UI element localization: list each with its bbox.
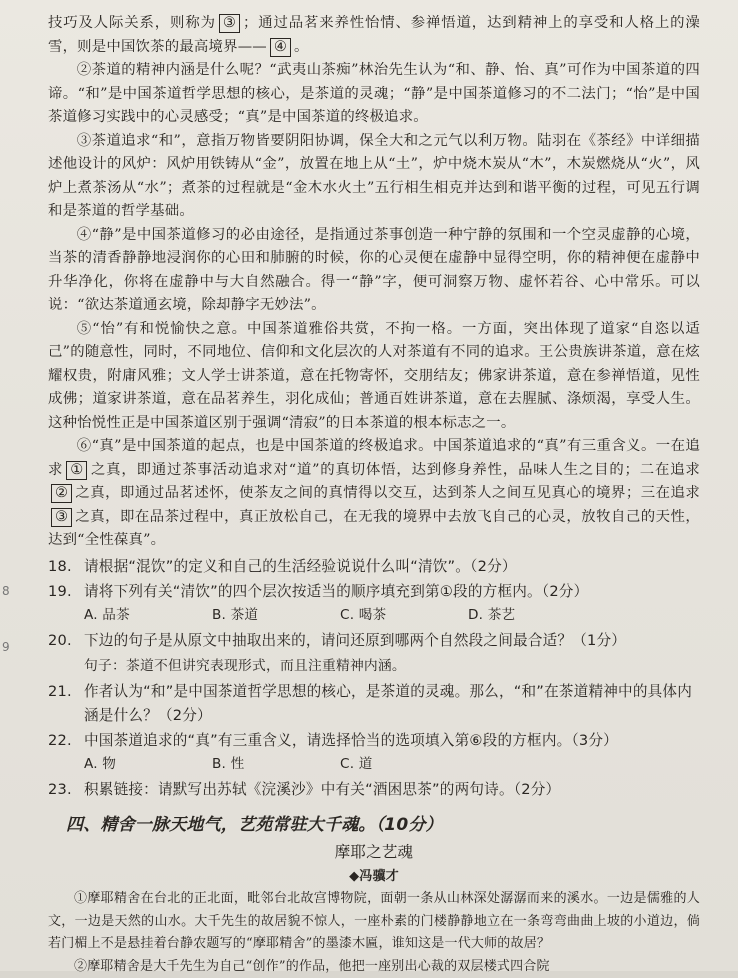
section-4-heading: 四、精舍一脉天地气，艺苑常驻大千魂。（10分） (66, 814, 700, 838)
paragraph-3: ③茶道追求“和”，意指万物皆要阴阳协调，保全大和之元气以利万物。陆羽在《茶经》中详细描述他设计的风炉：风炉用铁铸从“金”，放置在地上从“土”，炉中烧木炭从“木”，木炭燃烧从“火”，风炉上煮茶汤从“水”；煮茶的过程就是“金木水火土”五行相生相克并达到和谐平衡的过程，可见五行调和是茶道的哲学基础。 (48, 130, 700, 224)
option-c: C. 喝茶 (340, 604, 468, 628)
question-number: 18. (48, 555, 84, 579)
text: 之真，即通过茶事活动追求对“道”的真切体悟，达到修身养性，品味人生之目的；二在追求 (90, 462, 700, 478)
text: 之真，即在品茶过程中，真正放松自己，在无我的境界中去放飞自己的心灵，放牧自己的天性，达到“全性葆真”。 (48, 509, 700, 549)
paragraph-6 (48, 435, 700, 553)
question-22 (48, 729, 700, 753)
answer-box-4: ④ (270, 38, 291, 57)
paragraph-4: ④“静”是中国茶道修习的必由途径，是指通过茶事创造一种宁静的氛围和一个空灵虚静的心境，当茶的清香静静地浸润你的心田和肺腑的时候，你的心灵便在虚静中显得空明，你的精神便在虚静中升华净化，你将在虚静中与大自然融合。得一“静”字，便可洞察万物、虚怀若谷、心中常乐。可以说：“欲达茶道通玄境，除却静字无妙法”。 (48, 224, 700, 318)
text: ；通过品茗来养性怡情、参禅悟道，达到精神上的享受和人格上的澡雪，则是中国饮茶的最高境界 (48, 15, 700, 55)
paragraph-1-end: 技巧及人际关系，则称为 ③ ；通过品茗来养性怡情、参禅悟道，达到精神上的享受和人格上的澡雪，则是中国饮茶的最高境界—— ④ 。 (48, 12, 700, 59)
margin-mark: 8 (2, 584, 10, 598)
text: 技巧及人际关系，则称为 (48, 15, 216, 31)
option-b: B. 茶道 (212, 604, 340, 628)
article-author: ◆冯骥才 (48, 865, 700, 889)
question-number: 23. (48, 778, 84, 802)
text: 之真，即通过品茗述怀，使茶友之间的真情得以交互，达到茶人之间互见真心的境界；三在追求 (75, 485, 700, 501)
answer-box-3b: ③ (51, 508, 72, 527)
question-number: 21. (48, 680, 84, 727)
option-b: B. 性 (212, 753, 340, 777)
question-number: 20. (48, 629, 84, 653)
question-18 (48, 555, 700, 579)
question-20 (48, 629, 700, 653)
question-text: 中国茶道追求的“真”有三重含义，请选择恰当的选项填入第⑥段的方框内。（3分） (84, 729, 700, 753)
q20-sentence: 句子：茶道不但讲究表现形式，而且注重精神内涵。 (48, 655, 700, 679)
question-number: 22. (48, 729, 84, 753)
article-paragraph-2: ②摩耶精舍是大千先生为自己“创作”的作品，他把一座别出心裁的双层楼式四合院 (48, 956, 700, 978)
text: ⑥“真”是中国茶道的起点，也是中国茶道的终极追求。中国茶道追求的“真”有三重含义。一在追求 (48, 438, 700, 478)
question-text: 请将下列有关“清饮”的四个层次按适当的顺序填充到第①段的方框内。（2分） (84, 580, 700, 604)
question-23 (48, 778, 700, 802)
answer-box-1: ① (66, 461, 87, 480)
answer-box-3: ③ (219, 14, 240, 33)
question-19 (48, 580, 700, 604)
question-text: 请根据“混饮”的定义和自己的生活经验说说什么叫“清饮”。（2分） (84, 555, 700, 579)
option-d: D. 茶艺 (468, 604, 596, 628)
question-number: 19. (48, 580, 84, 604)
paragraph-5: ⑤“怡”有和悦愉快之意。中国茶道雅俗共赏，不拘一格。一方面，突出体现了道家“自恣以适己”的随意性，同时，不同地位、信仰和文化层次的人对茶道有不同的追求。王公贵族讲茶道，意在炫耀权贵，附庸风雅；文人学士讲茶道，意在托物寄怀，交朋结友；佛家讲茶道，意在参禅悟道，见性成佛；道家讲茶道，意在品茗养生，羽化成仙；普通百姓讲茶道，意在去腥腻、涤烦渴，享受人生。这种怡悦性正是中国茶道区别于强调“清寂”的日本茶道的根本标志之一。 (48, 318, 700, 436)
question-text: 作者认为“和”是中国茶道哲学思想的核心，是茶道的灵魂。那么，“和”在茶道精神中的具体内涵是什么？（2分） (84, 680, 700, 727)
option-a: A. 物 (84, 753, 212, 777)
question-text: 积累链接：请默写出苏轼《浣溪沙》中有关“酒困思茶”的两句诗。（2分） (84, 778, 700, 802)
margin-mark: 9 (2, 640, 10, 654)
option-c: C. 道 (340, 753, 468, 777)
option-a: A. 品茶 (84, 604, 212, 628)
page-content (48, 12, 700, 978)
q19-options (48, 604, 700, 628)
paragraph-2: ②茶道的精神内涵是什么呢？“武夷山茶痴”林治先生认为“和、静、怡、真”可作为中国茶道的四谛。“和”是中国茶道哲学思想的核心，是茶道的灵魂；“静”是中国茶道修习的不二法门；“怡”是中国茶道修习实践中的心灵感受；“真”是中国茶道的终极追求。 (48, 59, 700, 130)
article-title: 摩耶之艺魂 (48, 841, 700, 865)
answer-box-2: ② (51, 484, 72, 503)
q22-options (48, 753, 700, 777)
article-paragraph-1: ①摩耶精舍在台北的正北面，毗邻台北故宫博物院，面朝一条从山林深处潺潺而来的溪水。一边是儒雅的人文，一边是天然的山水。大千先生的故居貌不惊人，一座朴素的门楼静静地立在一条弯弯曲曲上坡的小道边，倘若门楣上不是悬挂着台静农题写的“摩耶精舍”的墨漆木匾，谁知这是一代大师的故居？ (48, 888, 700, 956)
question-text: 下边的句子是从原文中抽取出来的，请问还原到哪两个自然段之间最合适？（1分） (84, 629, 700, 653)
question-21 (48, 680, 700, 727)
